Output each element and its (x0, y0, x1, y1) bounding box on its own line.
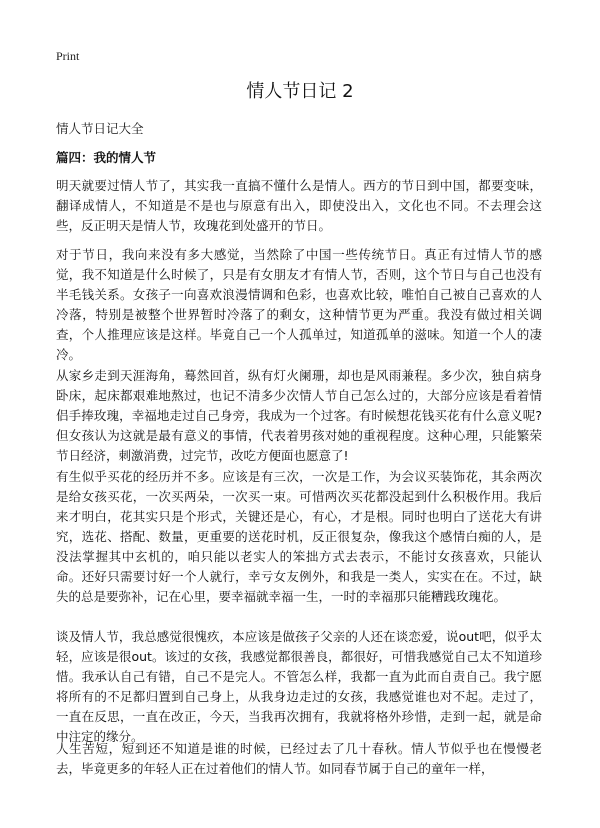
section-heading: 篇四：我的情人节 (56, 150, 157, 165)
document-subtitle: 情人节日记大全 (56, 121, 144, 136)
paragraph: 从家乡走到天涯海角，蓦然回首，纵有灯火阑珊，却也是风雨兼程。多少次，独自病身卧床，起床都艰难地熬过，也记不清多少次情人节自己怎么过的，大部分应该是看着情侣手捧玫瑰，幸福地走过自己身旁，我成为一个过客。有时候想花钱买花有什么意义呢?但女孩认为这就是最有意义的事情，代表着男孩对她的重视程度。这种心理，只能繁荣节日经济，刺激消费，过完节，改吃方便面也愿意了! (56, 368, 542, 463)
paragraph: 有生似乎买花的经历并不多。应该是有三次，一次是工作，为会议买装饰花，其余两次是给女孩买花，一次买两朵，一次买一束。可惜两次买花都没起到什么积极作用。我后来才明白，花其实只是个形式，关键还是心，有心，才是根。同时也明白了送花大有讲究，选花、搭配、数量，更重要的送花时机，反正很复杂，像我这个感情白痴的人，是没法掌握其中玄机的，咱只能以老实人的笨拙方式去表示，不能讨女孩喜欢，只能认命。还好只需要讨好一个人就行，幸亏女友例外，和我是一类人，实实在在。不过，缺失的总是要弥补，记在心里，要幸福就幸福一生，一时的幸福那只能糟践玫瑰花。 (56, 469, 542, 604)
document-title: 情人节日记 2 (246, 81, 354, 102)
paragraph: 对于节日，我向来没有多大感觉，当然除了中国一些传统节日。真正有过情人节的感觉，我不知道是什么时候了，只是有女朋友才有情人节，否则，这个节日与自己也没有半毛钱关系。女孩子一向喜欢浪漫情调和色彩，也喜欢比较，唯怕自己被自己喜欢的人冷落，特别是被整个世界暂时冷落了的剩女，这种情节更为严重。我没有做过相关调查，个人推理应该是这样。毕竟自己一个人孤单过，知道孤单的滋味。知道一个人的凄冷。 (56, 247, 542, 362)
paragraph: 明天就要过情人节了，其实我一直搞不懂什么是情人。西方的节日到中国，都要变味，翻译成情人，不知道是不是也与原意有出入，即使没出入，文化也不同。不去理会这些，反正明天是情人节，玫瑰花到处盛开的节日。 (56, 178, 542, 233)
paragraph: 谈及情人节，我总感觉很愧疚，本应该是做孩子父亲的人还在谈恋爱，说out吧，似乎太轻，应该是很out。该过的女孩，我感觉都很善良，都很好，可惜我感觉自己太不知道珍惜。我承认自己有错，自己不是完人。不管怎么样，我都一直为此而自责自己。我宁愿将所有的不足都归置到自己身上，从我身边走过的女孩，我感觉谁也对不起。走过了，一直在反思，一直在改正，今天，当我再次拥有，我就将格外珍惜，走到一起，就是命中注定的缘分。 (56, 629, 542, 744)
print-link[interactable]: Print (56, 49, 80, 63)
paragraph: 人生苦短，短到还不知道是谁的时候，已经过去了几十春秋。情人节似乎也在慢慢老去，毕竟更多的年轻人正在过着他们的情人节。如同春节属于自己的童年一样， (56, 741, 542, 776)
